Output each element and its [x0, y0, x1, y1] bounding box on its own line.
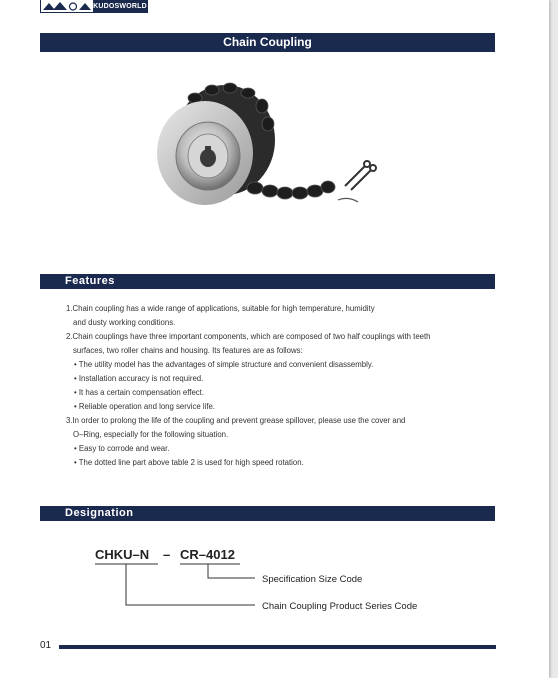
page-title: Chain Coupling: [40, 33, 495, 52]
size-leader-line: [208, 564, 255, 578]
section-features-heading: Features: [40, 274, 495, 289]
designation-diagram: [90, 540, 450, 620]
feature-line-bullet: • The dotted line part above table 2 is used for high speed rotation.: [74, 458, 304, 467]
feature-line-item: 2.Chain couplings have three important components, which are composed of two half couplings with teeth: [66, 332, 431, 341]
label-series-code: Chain Coupling Product Series Code: [262, 601, 418, 612]
feature-line-bullet: • Installation accuracy is not required.: [74, 374, 204, 383]
feature-line-cont: surfaces, two roller chains and housing. Its features are as follows:: [73, 346, 303, 355]
label-size-code: Specification Size Code: [262, 574, 363, 585]
feature-line-bullet: • It has a certain compensation effect.: [74, 388, 205, 397]
logo-text: KUDOSWORLD: [93, 0, 147, 12]
features-list: [66, 302, 496, 470]
feature-line-cont: and dusty working conditions.: [73, 318, 176, 327]
feature-line-bullet: • Easy to corrode and wear.: [74, 444, 170, 453]
footer-rule: [59, 645, 496, 649]
chain-coupling-photo: [150, 78, 390, 218]
brand-logo: [40, 0, 148, 13]
feature-line-item: 1.Chain coupling has a wide range of applications, suitable for high temperature, humidity: [66, 304, 375, 313]
series-leader-line: [126, 564, 255, 605]
feature-line-item: 3.In order to prolong the life of the coupling and prevent grease spillover, please use the cover and: [66, 416, 406, 425]
code-dash: –: [163, 547, 171, 562]
logo-emblem-icon: [41, 0, 93, 12]
page-number: 01: [40, 640, 52, 651]
code-size: CR–4012: [180, 547, 235, 562]
code-series: CHKU–N: [95, 547, 150, 562]
section-designation-heading: Designation: [40, 506, 495, 521]
feature-line-bullet: • Reliable operation and long service life.: [74, 402, 215, 411]
feature-line-cont: O–Ring, especially for the following situation.: [73, 430, 229, 439]
feature-line-bullet: • The utility model has the advantages of simple structure and convenient disassembly.: [74, 360, 374, 369]
